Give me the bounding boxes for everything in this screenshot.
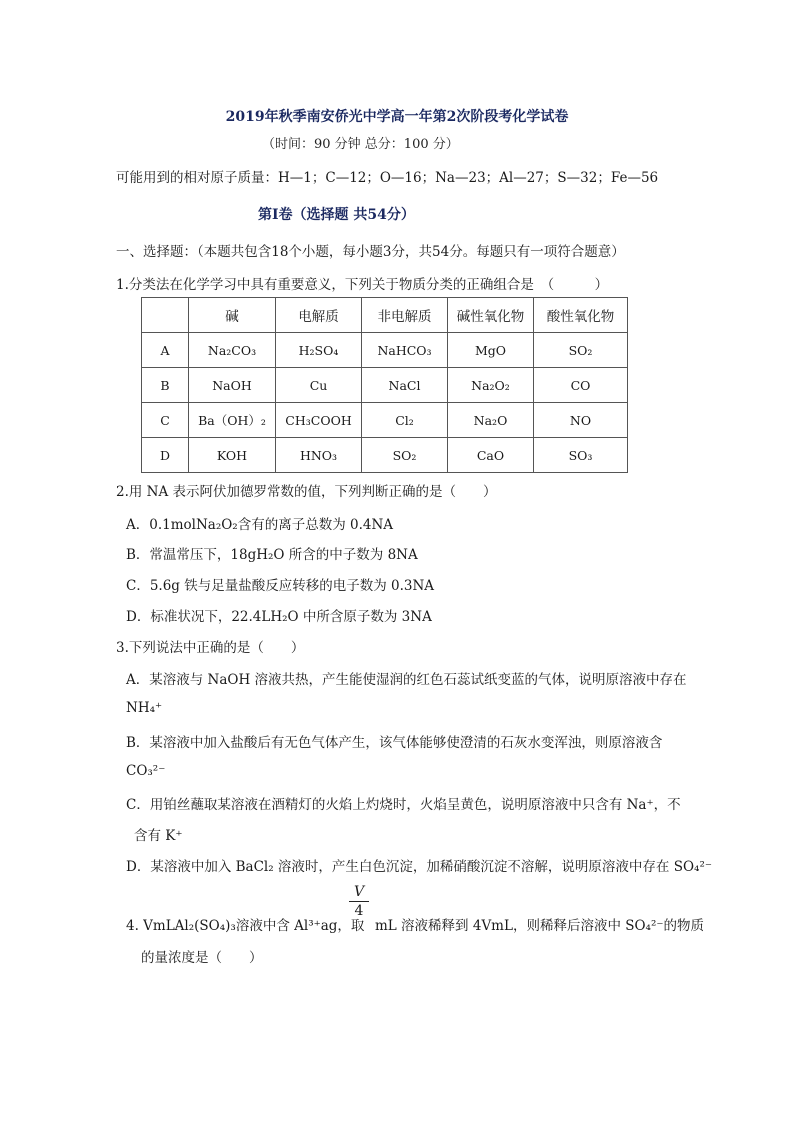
- table-cell: Na₂O₂: [448, 368, 534, 403]
- table-cell: A: [142, 333, 189, 368]
- table-cell: SO₃: [534, 438, 628, 473]
- table-cell: NaOH: [189, 368, 276, 403]
- question-2-option-d: D．标准状况下，22.4LH₂O 中所含原子数为 3NA: [126, 609, 432, 625]
- table-cell: NaHCO₃: [362, 333, 448, 368]
- question-1-stem: 1.分类法在化学学习中具有重要意义，下列关于物质分类的正确组合是 （ ）: [116, 277, 609, 293]
- table-cell: Cu: [276, 368, 362, 403]
- question-3-option-b-cont: CO₃²⁻: [126, 763, 166, 779]
- table-header-cell: [142, 298, 189, 333]
- table-row: [142, 368, 628, 403]
- table-cell: SO₂: [534, 333, 628, 368]
- table-cell: H₂SO₄: [276, 333, 362, 368]
- table-cell: B: [142, 368, 189, 403]
- question-4-stem-cont: mL 溶液稀释到 4VmL，则稀释后溶液中 SO₄²⁻的物质: [375, 918, 705, 934]
- table-cell: SO₂: [362, 438, 448, 473]
- table-header-row: [142, 298, 628, 333]
- table-header-cell: 酸性氧化物: [534, 298, 628, 333]
- table-row: [142, 403, 628, 438]
- question-3-option-c: C．用铂丝蘸取某溶液在酒精灯的火焰上灼烧时，火焰呈黄色，说明原溶液中只含有 Na⁺，不: [126, 797, 681, 813]
- question-4-stem-line2: 的量浓度是（ ）: [141, 950, 263, 966]
- question-2-option-b: B．常温常压下，18gH₂O 所含的中子数为 8NA: [126, 547, 418, 563]
- exam-title: 2019年秋季南安侨光中学高一年第2次阶段考化学试卷: [225, 109, 569, 125]
- table-cell: CaO: [448, 438, 534, 473]
- table-cell: D: [142, 438, 189, 473]
- table-cell: MgO: [448, 333, 534, 368]
- exam-time-info: （时间：90 分钟 总分：100 分）: [262, 137, 459, 152]
- fraction-v-over-4: [349, 884, 369, 919]
- section-instructions: 一、选择题：（本题共包含18个小题，每小题3分，共54分。每题只有一项符合题意）: [116, 244, 625, 260]
- question-2-option-a: A．0.1molNa₂O₂含有的离子总数为 0.4NA: [126, 517, 394, 533]
- table-cell: Na₂O: [448, 403, 534, 438]
- classification-table: [141, 297, 628, 473]
- table-cell: Cl₂: [362, 403, 448, 438]
- question-3-option-b: B．某溶液中加入盐酸后有无色气体产生，该气体能够使澄清的石灰水变浑浊，则原溶液含: [126, 735, 663, 751]
- table-cell: HNO₃: [276, 438, 362, 473]
- atomic-masses: 可能用到的相对原子质量：H—1；C—12；O—16；Na—23；Al—27；S—32；Fe—56: [116, 170, 659, 186]
- table-header-cell: 碱性氧化物: [448, 298, 534, 333]
- table-cell: CH₃COOH: [276, 403, 362, 438]
- fraction-numerator: V: [353, 884, 365, 900]
- table-row: [142, 438, 628, 473]
- question-3-option-a: A．某溶液与 NaOH 溶液共热，产生能使湿润的红色石蕊试纸变蓝的气体，说明原溶液中存在: [126, 672, 687, 688]
- table-cell: KOH: [189, 438, 276, 473]
- table-header-cell: 碱: [189, 298, 276, 333]
- question-3-option-c-cont: 含有 K⁺: [134, 828, 183, 844]
- question-3-option-d: D．某溶液中加入 BaCl₂ 溶液时，产生白色沉淀，加稀硝酸沉淀不溶解，说明原溶液中存在 SO₄²⁻: [126, 859, 712, 875]
- table-cell: NaCl: [362, 368, 448, 403]
- table-cell: CO: [534, 368, 628, 403]
- table-row: [142, 333, 628, 368]
- question-3-stem: 3.下列说法中正确的是（ ）: [116, 640, 305, 656]
- question-2-option-c: C．5.6g 铁与足量盐酸反应转移的电子数为 0.3NA: [126, 578, 435, 594]
- question-3-option-a-cont: NH₄⁺: [126, 700, 163, 716]
- fraction-bar: [349, 901, 369, 902]
- table-cell: C: [142, 403, 189, 438]
- section-title: 第Ⅰ卷（选择题 共54分）: [258, 207, 415, 223]
- fraction-denominator: 4: [354, 903, 364, 919]
- table-cell: NO: [534, 403, 628, 438]
- question-4-stem: 4. VmLAl₂(SO₄)₃溶液中含 Al³⁺ag，取: [126, 918, 365, 934]
- question-2-stem: 2.用 NA 表示阿伏加德罗常数的值，下列判断正确的是（ ）: [116, 484, 497, 500]
- table-header-cell: 非电解质: [362, 298, 448, 333]
- table-header-cell: 电解质: [276, 298, 362, 333]
- table-cell: Na₂CO₃: [189, 333, 276, 368]
- table-cell: Ba（OH）₂: [189, 403, 276, 438]
